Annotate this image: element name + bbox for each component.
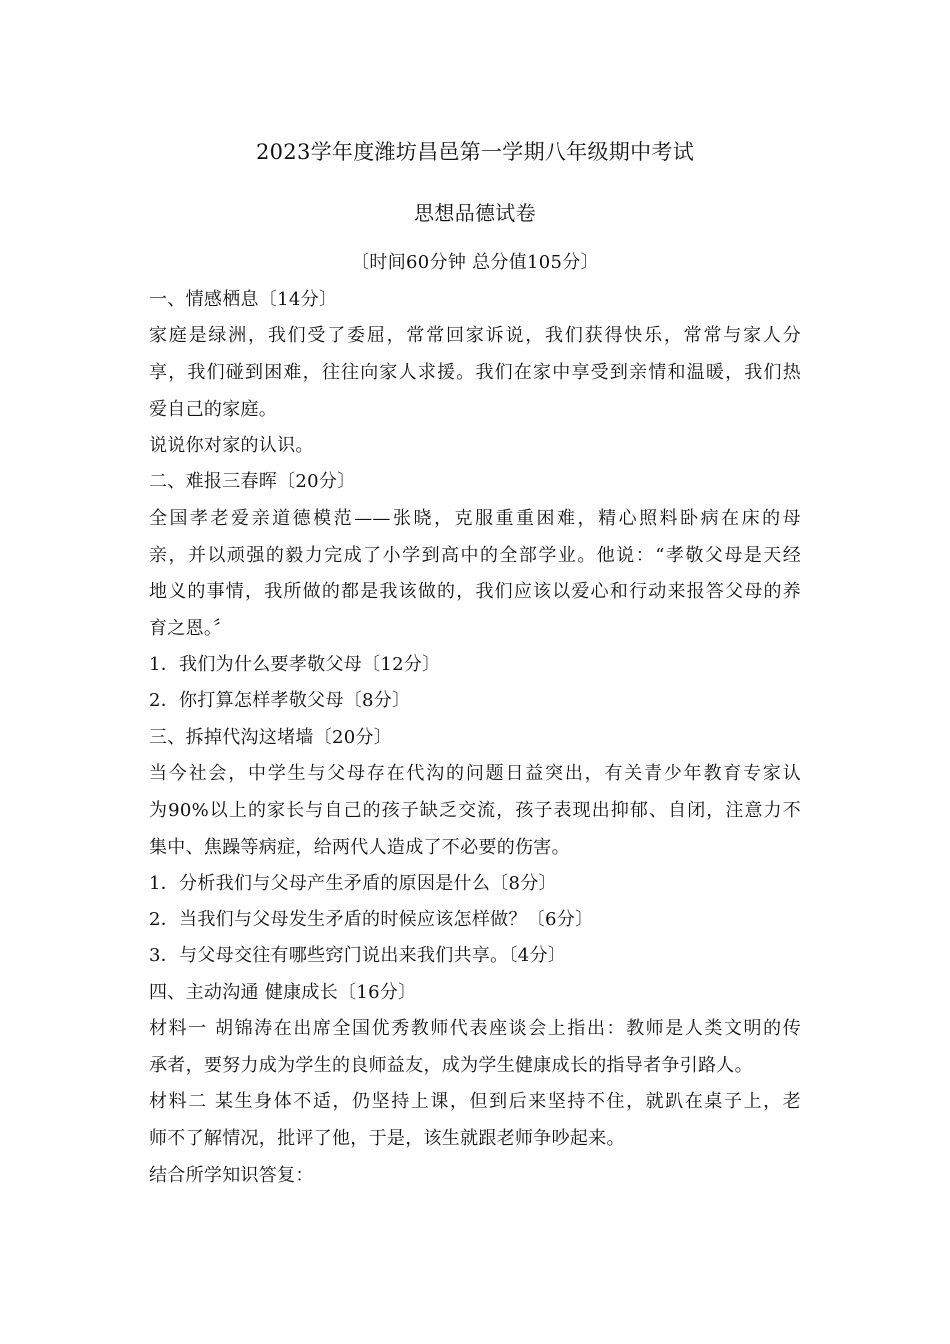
section-2-paragraph-line: 地义的事情，我所做的都是我该做的，我们应该以爱心和行动来报答父母的养 — [149, 581, 801, 602]
section-1-question: 说说你对家的认识。 — [149, 435, 314, 456]
exam-title: 2023学年度潍坊昌邑第一学期八年级期中考试 — [255, 140, 695, 164]
section-4-material-line: 材料二 某生身体不适，仍坚持上课，但到后来坚持不住，就趴在桌子上，老 — [149, 1091, 801, 1112]
section-3-paragraph-line: 集中、焦躁等病症，给两代人造成了不必要的伤害。 — [149, 837, 570, 858]
section-2-question-2: 2．你打算怎样孝敬父母〔8分〕 — [149, 690, 411, 711]
exam-subtitle: 思想品德试卷 — [414, 201, 536, 225]
section-2-question-1: 1．我们为什么要孝敬父母〔12分〕 — [149, 654, 441, 675]
section-4-material-line: 师不了解情况，批评了他，于是，该生就跟老师争吵起来。 — [149, 1128, 625, 1149]
section-1-paragraph-line: 爱自己的家庭。 — [149, 399, 278, 420]
section-3-paragraph-line: 当今社会，中学生与父母存在代沟的问题日益突出，有关青少年教育专家认 — [149, 763, 801, 784]
section-1-paragraph-line: 家庭是绿洲，我们受了委屈，常常回家诉说，我们获得快乐，常常与家人分 — [149, 325, 801, 346]
section-3-question-3: 3．与父母交往有哪些窍门说出来我们共享。〔4分〕 — [149, 945, 567, 966]
section-3-question-1: 1．分析我们与父母产生矛盾的原因是什么〔8分〕 — [149, 873, 557, 894]
section-2-paragraph-line: 亲，并以顽强的毅力完成了小学到高中的全部学业。他说：“孝敬父母是天经 — [149, 545, 801, 566]
section-4-material-line: 承者，要努力成为学生的良师益友，成为学生健康成长的指导者争引路人。 — [149, 1055, 753, 1076]
section-1-heading: 一、情感栖息〔14分〕 — [149, 289, 338, 310]
section-2-heading: 二、难报三春晖〔20分〕 — [149, 471, 356, 492]
section-3-question-2: 2．当我们与父母发生矛盾的时候应该怎样做？〔6分〕 — [149, 909, 594, 930]
section-2-paragraph-line: 全国孝老爱亲道德模范——张晓，克服重重困难，精心照料卧病在床的母 — [149, 508, 801, 529]
section-4-prompt: 结合所学知识答复： — [149, 1165, 314, 1186]
section-4-material-line: 材料一 胡锦涛在出席全国优秀教师代表座谈会上指出：教师是人类文明的传 — [149, 1018, 801, 1039]
time-info: 〔时间60分钟 总分值105分〕 — [351, 252, 599, 273]
section-4-heading: 四、主动沟通 健康成长〔16分〕 — [149, 982, 417, 1003]
section-1-paragraph-line: 享，我们碰到困难，往往向家人求援。我们在家中享受到亲情和温暖，我们热 — [149, 362, 801, 383]
section-3-heading: 三、拆掉代沟这堵墙〔20分〕 — [149, 727, 393, 748]
section-2-paragraph-line: 育之恩。〞 — [149, 618, 232, 639]
section-3-paragraph-line: 为90%以上的家长与自己的孩子缺乏交流，孩子表现出抑郁、自闭，注意力不 — [149, 800, 801, 821]
